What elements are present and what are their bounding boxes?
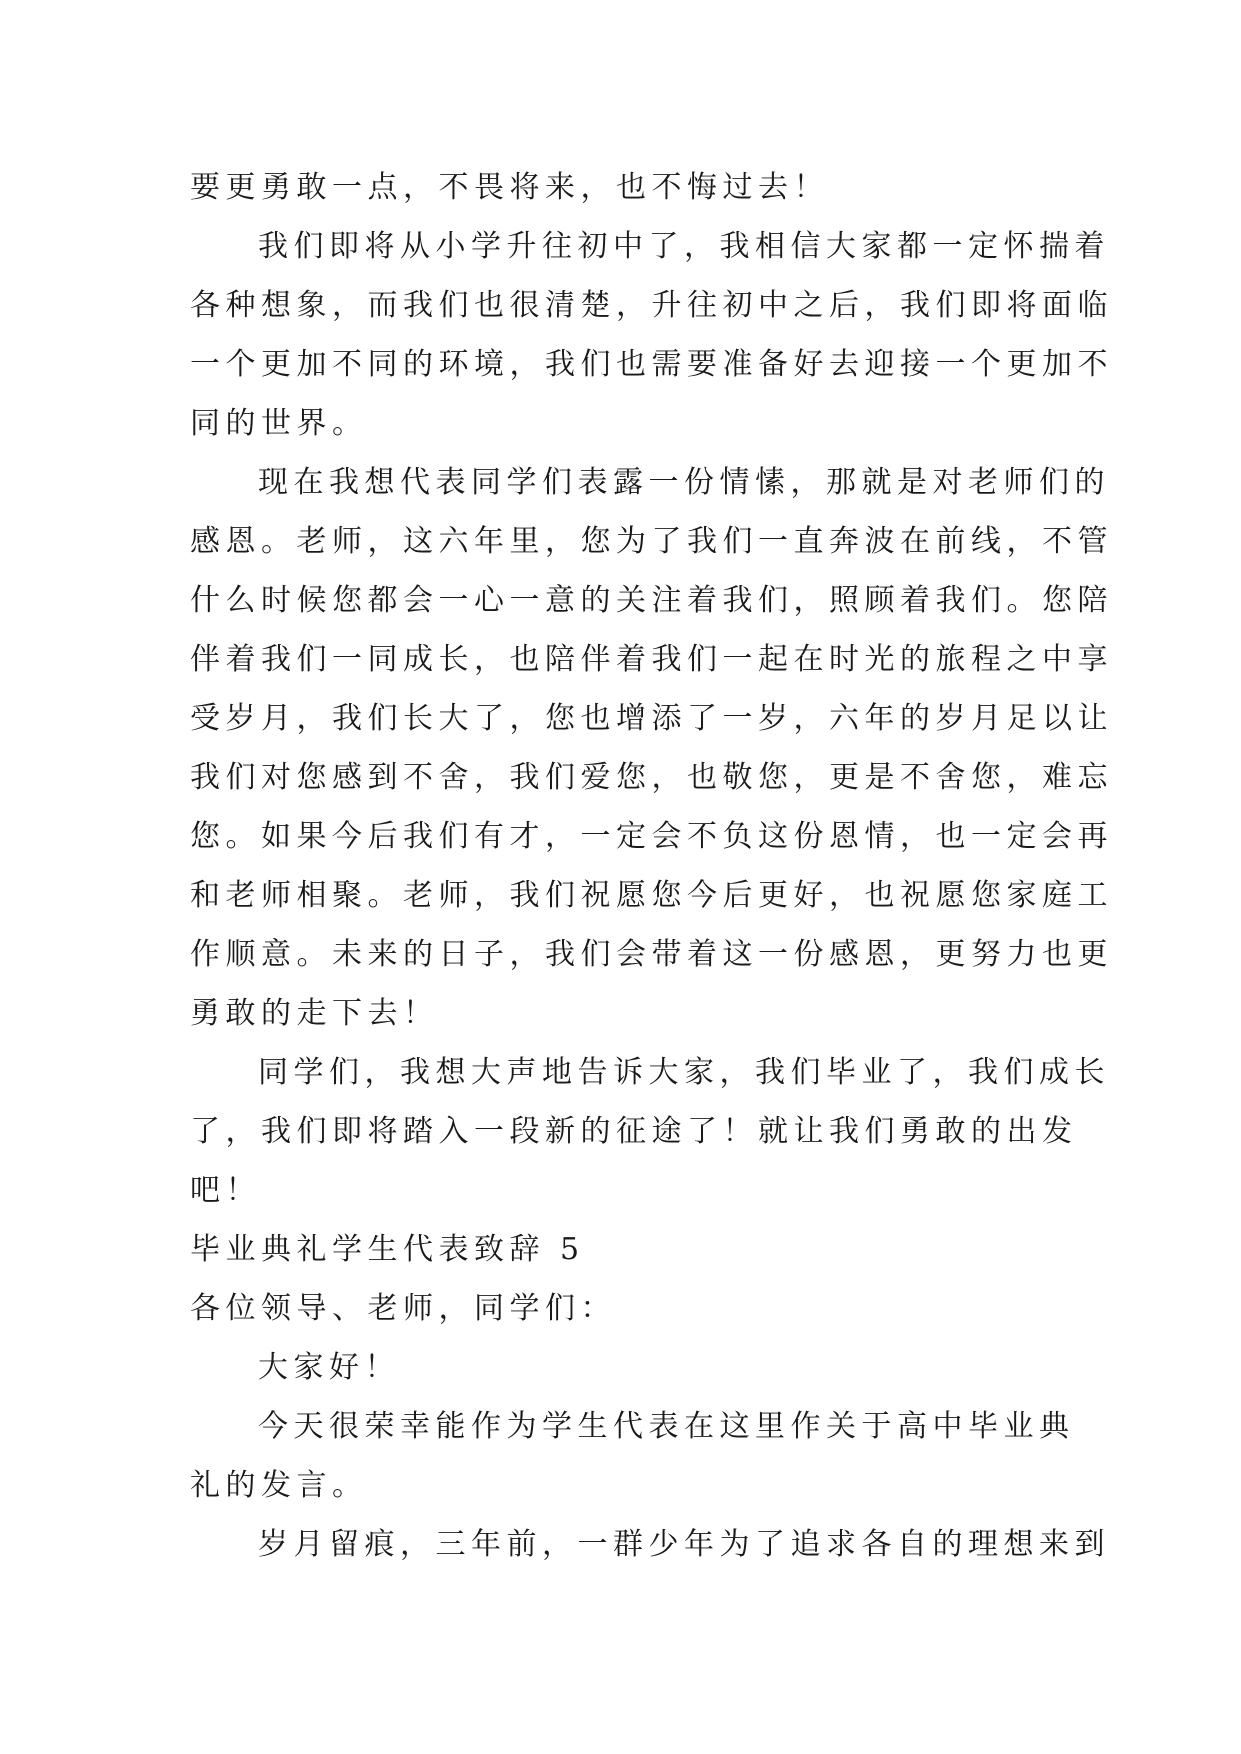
paragraph-start-line: 今天很荣幸能作为学生代表在这里作关于高中毕业典 <box>258 1409 1075 1444</box>
salutation-line: 各位领导、老师，同学们： <box>190 1291 616 1326</box>
greeting-line: 大家好！ <box>258 1350 400 1385</box>
text-line: 伴着我们一同成长，也陪伴着我们一起在时光的旅程之中享 <box>190 642 1113 677</box>
text-line: 同的世界。 <box>190 406 368 441</box>
text-line: 什么时候您都会一心一意的关注着我们，照顾着我们。您陪 <box>190 583 1113 618</box>
paragraph-start-line: 我们即将从小学升往初中了，我相信大家都一定怀揣着 <box>258 229 1110 264</box>
text-line: 我们对您感到不舍，我们爱您，也敬您，更是不舍您，难忘 <box>190 760 1113 795</box>
text-line: 了，我们即将踏入一段新的征途了！就让我们勇敢的出发 <box>190 1114 1078 1149</box>
text-line: 和老师相聚。老师，我们祝愿您今后更好，也祝愿您家庭工 <box>190 878 1113 913</box>
text-line: 礼的发言。 <box>190 1468 368 1503</box>
text-line: 各种想象，而我们也很清楚，升往初中之后，我们即将面临 <box>190 288 1113 323</box>
section-heading: 毕业典礼学生代表致辞 5 <box>190 1232 585 1267</box>
paragraph-start-line: 同学们，我想大声地告诉大家，我们毕业了，我们成长 <box>258 1055 1110 1090</box>
paragraph-start-line: 岁月留痕，三年前，一群少年为了追求各自的理想来到 <box>258 1527 1110 1562</box>
text-line: 勇敢的走下去！ <box>190 996 439 1031</box>
text-line: 您。如果今后我们有才，一定会不负这份恩情，也一定会再 <box>190 819 1113 854</box>
paragraph-start-line: 现在我想代表同学们表露一份情愫，那就是对老师们的 <box>258 465 1110 500</box>
text-line: 吧！ <box>190 1173 261 1208</box>
text-line: 感恩。老师，这六年里，您为了我们一直奔波在前线，不管 <box>190 524 1113 559</box>
text-line: 一个更加不同的环境，我们也需要准备好去迎接一个更加不 <box>190 347 1113 382</box>
text-line: 受岁月，我们长大了，您也增添了一岁，六年的岁月足以让 <box>190 701 1113 736</box>
text-line: 要更勇敢一点，不畏将来，也不悔过去！ <box>190 170 829 205</box>
text-line: 作顺意。未来的日子，我们会带着这一份感恩，更努力也更 <box>190 937 1113 972</box>
document-body <box>190 158 1113 1574</box>
